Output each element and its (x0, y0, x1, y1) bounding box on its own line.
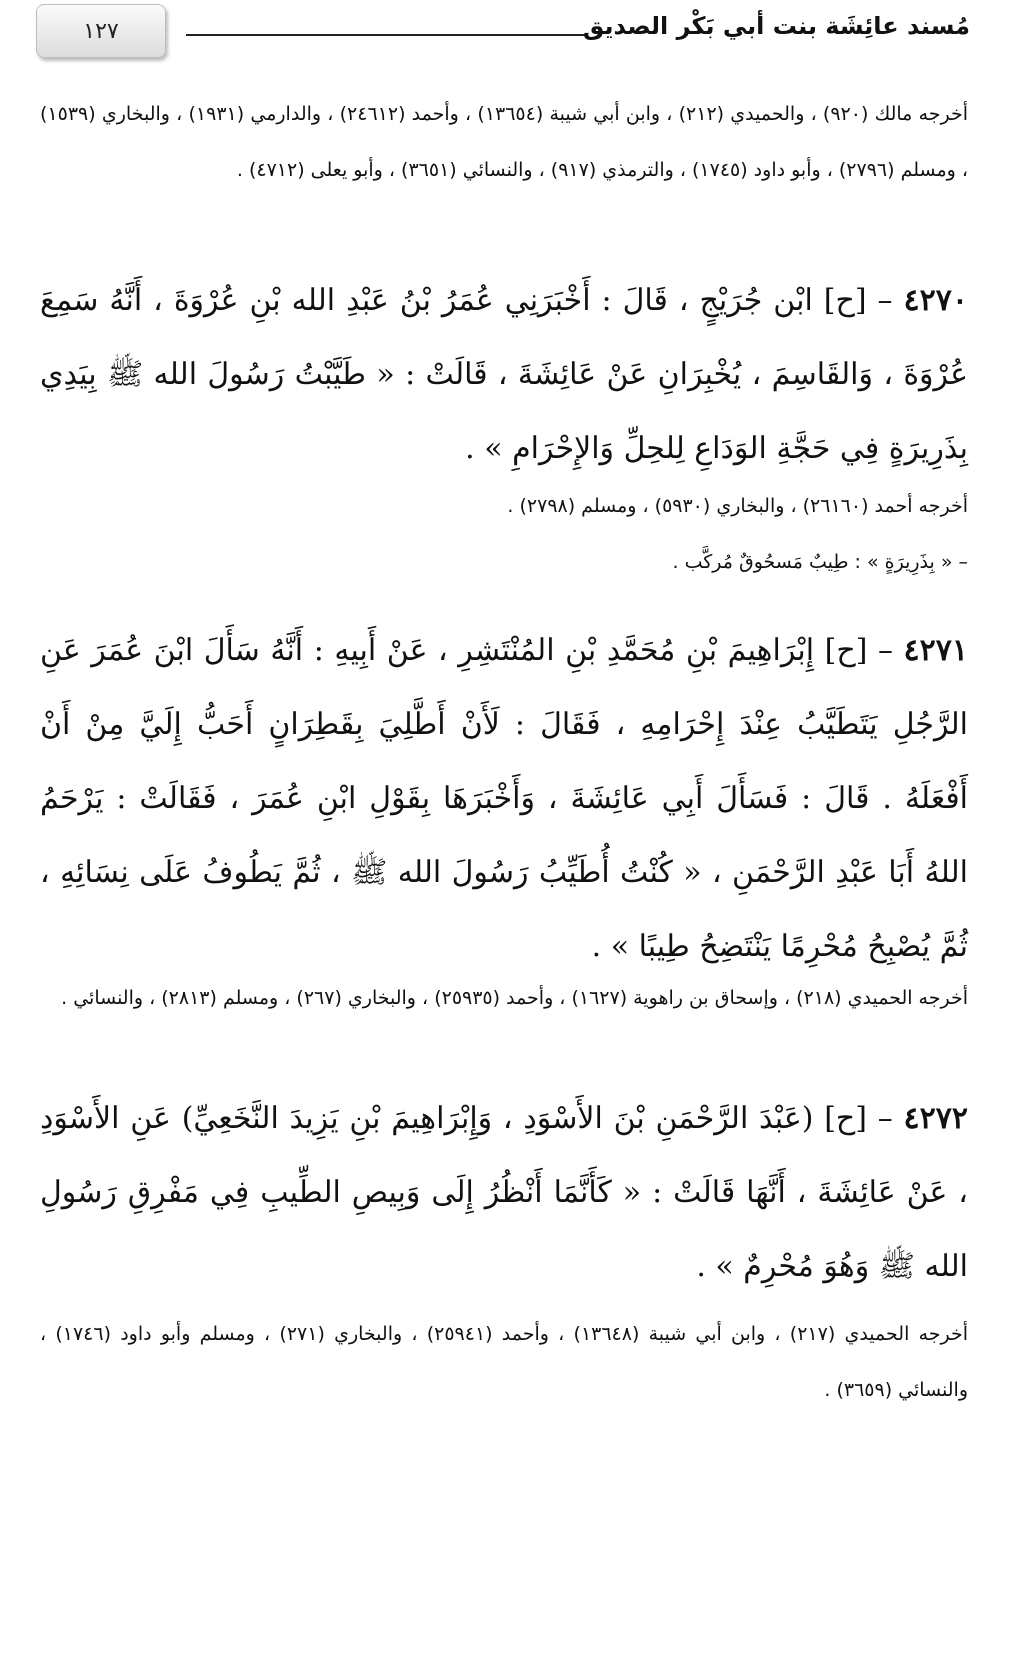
takhrij-4271: أخرجه الحميدي (٢١٨) ، وإسحاق بن راهوية (١٦٢٧) ، وأحمد (٢٥٩٣٥) ، والبخاري (٢٦٧) ، ومسلم (٢٨١٣) ، والنسائي . (61, 987, 968, 1009)
hadith-text: – [ح] ابْن جُرَيْجٍ ، قَالَ : أَخْبَرَنِي عُمَرُ بْنُ عَبْدِ الله بْنِ عُرْوَةَ ، أَنَّهُ سَمِعَ عُرْوَةَ ، وَالقَاسِمَ ، يُخْبِرَانِ عَنْ عَائِشَةَ ، قَالَتْ : « طَيَّبْتُ رَسُولَ الله ﷺ بِيَدِي بِذَرِيرَةٍ فِي حَجَّةِ الوَدَاعِ لِلحِلِّ وَالإِحْرَامِ » . (40, 283, 968, 466)
page-number: ١٢٧ (83, 18, 119, 44)
running-title: مُسند عائِشَة بنت أبي بَكْر الصديق (582, 12, 970, 40)
takhrij-4270: أخرجه أحمد (٢٦١٦٠) ، والبخاري (٥٩٣٠) ، ومسلم (٢٧٩٨) . (507, 495, 968, 517)
page-number-badge (36, 4, 166, 58)
takhrij-4269: أخرجه مالك (٩٢٠) ، والحميدي (٢١٢) ، وابن أبي شيبة (١٣٦٥٤) ، وأحمد (٢٤٦١٢) ، والدارمي (١٩٣١) ، والبخاري (١٥٣٩) ، ومسلم (٢٧٩٦) ، وأبو داود (١٧٤٥) ، والترمذي (٩١٧) ، والنسائي (٣٦٥١) ، وأبو يعلى (٤٧١٢) . (40, 103, 969, 181)
gloss-note: – « بِذَرِيرَةٍ » : طِيبٌ مَسحُوقٌ مُركَّب . (672, 551, 968, 573)
hadith-4271 (40, 614, 968, 984)
hadith-text: – [ح] (عَبْدَ الرَّحْمَنِ بْنَ الأَسْوَدِ ، وَإِبْرَاهِيمَ بْنِ يَزِيدَ النَّخَعِيِّ) عَنِ الأَسْوَدِ ، عَنْ عَائِشَةَ ، أَنَّهَا قَالَتْ : « كَأَنَّمَا أَنْظُرُ إِلَى وَبِيصِ الطِّيبِ فِي مَفْرِقِ رَسُولِ الله ﷺ وَهُوَ مُحْرِمٌ » . (40, 1101, 968, 1284)
hadith-4272 (40, 1082, 968, 1304)
hadith-text: – [ح] إِبْرَاهِيمَ بْنِ مُحَمَّدِ بْنِ المُنْتَشِرِ ، عَنْ أَبِيهِ : أَنَّهُ سَأَلَ ابْنَ عُمَرَ عَنِ الرَّجُلِ يَتَطَيَّبُ عِنْدَ إِحْرَامِهِ ، فَقَالَ : لَأَنْ أَطَّلِيَ بِقَطِرَانٍ أَحَبُّ إِلَيَّ مِنْ أَنْ أَفْعَلَهُ . قَالَ : فَسَأَلَ أَبِي عَائِشَةَ ، وَأَخْبَرَهَا بِقَوْلِ ابْنِ عُمَرَ ، فَقَالَتْ : يَرْحَمُ اللهُ أَبَا عَبْدِ الرَّحْمَنِ ، « كُنْتُ أُطَيِّبُ رَسُولَ الله ﷺ ، ثُمَّ يَطُوفُ عَلَى نِسَائِهِ ، ثُمَّ يُصْبِحُ مُحْرِمًا يَنْتَضِحُ طِيبًا » . (40, 633, 968, 964)
hadith-number: ٤٢٧٢ (903, 1101, 968, 1136)
hadith-number: ٤٢٧٠ (903, 283, 968, 318)
page-header (36, 4, 970, 62)
header-rule (186, 34, 586, 36)
hadith-4270 (40, 264, 968, 486)
takhrij-4272: أخرجه الحميدي (٢١٧) ، وابن أبي شيبة (١٣٦٤٨) ، وأحمد (٢٥٩٤١) ، والبخاري (٢٧١) ، ومسلم وأبو داود (١٧٤٦) ، والنسائي (٣٦٥٩) . (40, 1323, 969, 1401)
hadith-number: ٤٢٧١ (903, 633, 968, 668)
